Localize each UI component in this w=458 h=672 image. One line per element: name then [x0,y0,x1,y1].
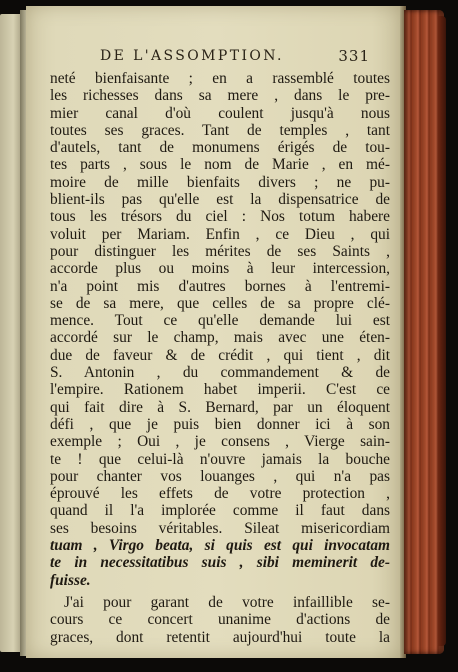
body-text [50,70,390,646]
text-line: éprouvé les effets de votre protection , [50,485,390,503]
text-line: graces, dont retentit aujourd'hui toute la [50,628,390,646]
text-line: mence. Tout ce qu'elle demande lui est [50,312,390,330]
text-line: neté bienfaisante ; en a rassemblé toutes [50,70,390,87]
text-line: l'empire. Rationem habet imperii. C'est ce [50,381,390,399]
text-line: fuisse. [50,571,91,589]
text-line: voluit per Mariam. Enfin , ce Dieu , qui [50,225,390,243]
facing-page-edge [0,14,22,652]
text-line: accorde plus ou moins à leur intercession, [50,260,390,278]
text-line: ses besoins véritables. Sileat misericordiam [50,519,390,537]
text-line: moire de mille bienfaits divers ; ne pu- [50,173,390,191]
text-line: blient-ils pas qu'elle est la dispensatrice de [50,191,390,209]
text-line: S. Antonin , du commandement & de [50,364,390,382]
book-cover-edge [438,16,446,646]
running-head [100,48,370,68]
text-line: d'autels, tant de monumens érigés de tou- [50,139,390,157]
text-line: cours ce concert unanime d'actions de [50,611,390,629]
text-line: se de sa mere, que celles de sa propre clé- [50,294,390,312]
text-line: pour chanter vos louanges , qui n'a pas [50,467,390,485]
text-line: accordé sur le champ, mais avec une éten- [50,329,390,347]
paragraph [50,594,390,646]
paragraph [50,70,390,589]
text-line: qui fait dire à S. Bernard, par un éloquent [50,398,390,416]
text-line: tuam , Virgo beata, si quis est qui invocatam [50,537,390,555]
text-line: te ! que celui-là n'ouvre jamais la bouche [50,450,390,468]
text-line: mier canal d'où coulent jusqu'à nous [50,104,390,122]
text-line: J'ai pour garant de votre infaillible se- [64,593,390,611]
text-line: toutes ses graces. Tant de temples , tant [50,121,390,139]
text-line: les richesses dans sa mere , dans le pre- [50,87,390,105]
text-line: quand il l'a implorée comme il faut dans [50,502,390,520]
running-head-title: DE L'ASSOMPTION. [100,48,284,64]
text-line: due de faveur & de crédit , qui tient , dit [50,346,390,364]
text-line: défi , que je puis bien donner ici à son [50,415,390,433]
text-line: exemple ; Oui , je consens , Vierge sain- [50,433,390,451]
text-line: te in necessitatibus suis , sibi meminerit de- [50,554,390,572]
text-line: tes parts , sous le nom de Marie , en mé- [50,156,390,174]
text-line: pour distinguer les mérites de ses Saints , [50,242,390,260]
page-number: 331 [338,47,370,65]
text-line: tous les trésors du ciel : Nos totum habere [50,208,390,226]
text-line: n'a point mis d'autres bornes à l'entremi- [50,277,390,295]
